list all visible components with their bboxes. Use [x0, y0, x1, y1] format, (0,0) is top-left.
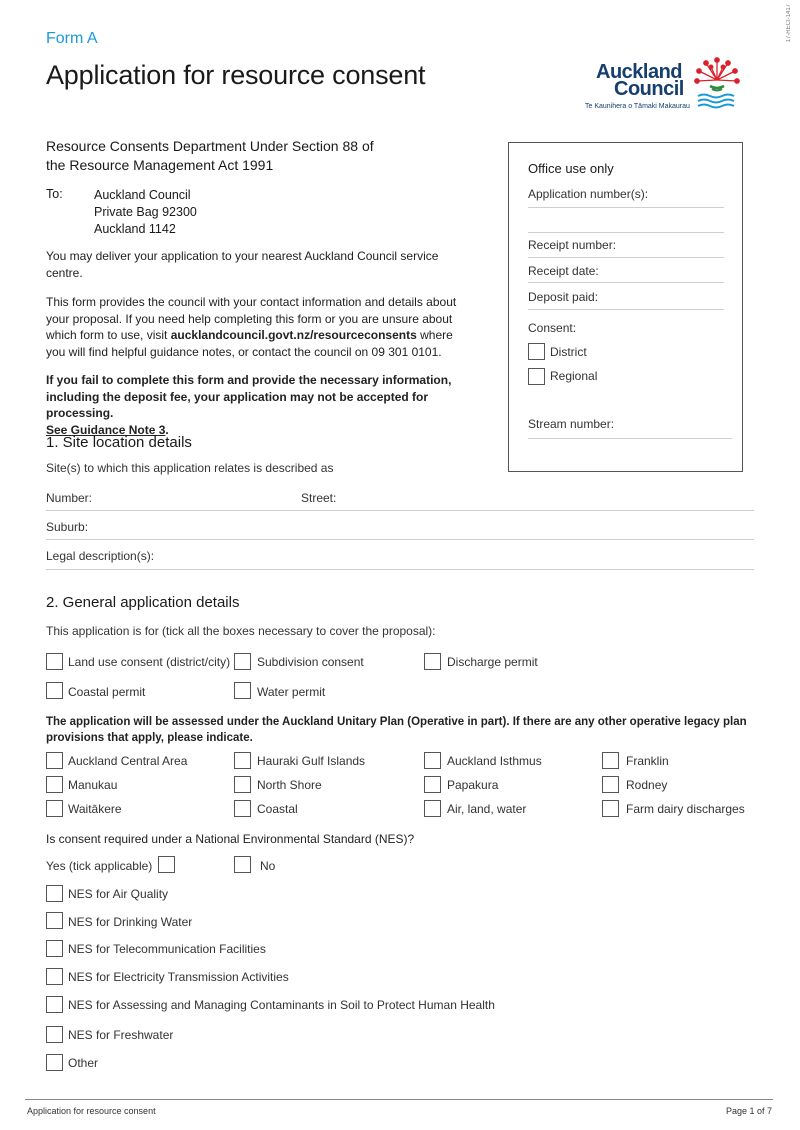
nes-question: Is consent required under a National Environmental Standard (NES)?	[46, 832, 415, 846]
legacy-plan-label: North Shore	[257, 778, 322, 792]
nes-drinking-water-checkbox[interactable]	[46, 912, 63, 929]
auckland-central-area-checkbox[interactable]	[46, 752, 63, 769]
nes-contaminants-soil-checkbox[interactable]	[46, 996, 63, 1013]
franklin-checkbox[interactable]	[602, 752, 619, 769]
pohutukawa-flower-icon	[692, 56, 742, 112]
auckland-council-logo	[584, 56, 744, 114]
page-title: Application for resource consent	[46, 60, 426, 90]
manukau-checkbox[interactable]	[46, 776, 63, 793]
nes-no-checkbox[interactable]	[234, 856, 251, 873]
nes-telecommunication-checkbox[interactable]	[46, 940, 63, 957]
council-address	[94, 187, 197, 238]
discharge-permit-checkbox[interactable]	[424, 653, 441, 670]
nes-item-label: NES for Telecommunication Facilities	[68, 942, 266, 956]
address-line: Auckland 1142	[94, 222, 176, 236]
nes-yes-checkbox[interactable]	[158, 856, 175, 873]
legacy-plan-label: Waitākere	[68, 802, 122, 816]
guidance-note-link[interactable]: See Guidance Note 3	[46, 422, 166, 437]
legacy-plan-label: Farm dairy discharges	[626, 802, 745, 816]
form-code: 17-RECI-1417	[786, 4, 792, 43]
office-use-title: Office use only	[528, 161, 614, 176]
coastal-permit-checkbox[interactable]	[46, 682, 63, 699]
legacy-plan-label: Papakura	[447, 778, 499, 792]
legacy-plan-label: Hauraki Gulf Islands	[257, 754, 366, 768]
logo-word-2: Council	[614, 78, 684, 100]
subdivision-consent-label: Subdivision consent	[257, 655, 364, 669]
suburb-label: Suburb:	[46, 520, 89, 534]
divider	[528, 257, 724, 258]
legal-description-field[interactable]	[46, 569, 754, 570]
number-street-field[interactable]	[46, 510, 754, 511]
unitary-plan-note: The application will be assessed under the Auckland Unitary Plan (Operative in part). If there are any other operative legacy plan provisions that apply, please indicate.	[46, 716, 747, 744]
street-label: Street:	[301, 491, 337, 505]
nes-item-label: NES for Assessing and Managing Contaminants in Soil to Protect Human Health	[68, 998, 495, 1012]
papakura-checkbox[interactable]	[424, 776, 441, 793]
coastal-checkbox[interactable]	[234, 800, 251, 817]
legacy-plan-label: Rodney	[626, 778, 668, 792]
water-permit-label: Water permit	[257, 685, 326, 699]
divider	[528, 438, 732, 439]
north-shore-checkbox[interactable]	[234, 776, 251, 793]
discharge-permit-label: Discharge permit	[447, 655, 538, 669]
land-use-consent-label: Land use consent (district/city)	[68, 655, 231, 669]
nes-item-label: Other	[68, 1056, 99, 1070]
number-label: Number:	[46, 491, 93, 505]
receipt-number-label: Receipt number:	[528, 238, 617, 252]
divider	[528, 282, 724, 283]
suburb-field[interactable]	[46, 539, 754, 540]
application-for-subtitle: This application is for (tick all the boxes necessary to cover the proposal):	[46, 624, 436, 638]
waitakere-checkbox[interactable]	[46, 800, 63, 817]
land-use-consent-checkbox[interactable]	[46, 653, 63, 670]
hauraki-gulf-islands-checkbox[interactable]	[234, 752, 251, 769]
nes-item-label: NES for Drinking Water	[68, 915, 193, 929]
warning-paragraph: If you fail to complete this form and provide the necessary information, including the deposit fee, your application may not be accepted for processing. See Guidance Note 3.	[46, 373, 452, 437]
legacy-plan-label: Manukau	[68, 778, 118, 792]
deposit-paid-label: Deposit paid:	[528, 290, 599, 304]
department-heading: Resource Consents Department Under Section 88 of the Resource Management Act 1991	[46, 138, 374, 173]
farm-dairy-discharges-checkbox[interactable]	[602, 800, 619, 817]
district-label: District	[550, 345, 587, 359]
legacy-plan-label: Franklin	[626, 754, 669, 768]
consent-label: Consent:	[528, 321, 577, 335]
site-subtitle: Site(s) to which this application relates is described as	[46, 461, 334, 475]
legal-description-label: Legal description(s):	[46, 549, 155, 563]
address-line: Private Bag 92300	[94, 205, 197, 219]
nes-air-quality-checkbox[interactable]	[46, 885, 63, 902]
section-1-heading: 1. Site location details	[46, 434, 192, 451]
to-label: To:	[46, 187, 63, 201]
logo-tagline: Te Kaunihera o Tāmaki Makaurau	[585, 103, 690, 110]
coastal-permit-label: Coastal permit	[68, 685, 146, 699]
nes-item-label: NES for Electricity Transmission Activities	[68, 970, 289, 984]
nes-freshwater-checkbox[interactable]	[46, 1026, 63, 1043]
footer-divider	[25, 1099, 773, 1100]
water-permit-checkbox[interactable]	[234, 682, 251, 699]
address-line: Auckland Council	[94, 188, 191, 202]
nes-other-checkbox[interactable]	[46, 1054, 63, 1071]
yes-label: Yes (tick applicable)	[46, 859, 153, 873]
section-2-heading: 2. General application details	[46, 594, 240, 611]
divider	[528, 232, 724, 233]
receipt-date-label: Receipt date:	[528, 264, 599, 278]
page-number: Page 1 of 7	[725, 1106, 772, 1116]
resource-consents-link[interactable]: aucklandcouncil.govt.nz/resourceconsents	[170, 328, 417, 342]
divider	[528, 207, 724, 208]
logo-word-1: Auckland	[596, 61, 683, 83]
legacy-plan-label: Air, land, water	[447, 802, 527, 816]
subdivision-consent-checkbox[interactable]	[234, 653, 251, 670]
district-checkbox[interactable]	[528, 343, 545, 360]
nes-item-label: NES for Freshwater	[68, 1028, 174, 1042]
nes-electricity-transmission-checkbox[interactable]	[46, 968, 63, 985]
delivery-note: You may deliver your application to your nearest Auckland Council service centre.	[46, 249, 439, 280]
legacy-plan-label: Auckland Central Area	[68, 754, 188, 768]
divider	[528, 309, 724, 310]
form-label: Form A	[46, 30, 98, 47]
rodney-checkbox[interactable]	[602, 776, 619, 793]
air-land-water-checkbox[interactable]	[424, 800, 441, 817]
regional-checkbox[interactable]	[528, 368, 545, 385]
legacy-plan-label: Auckland Isthmus	[447, 754, 542, 768]
application-number-label: Application number(s):	[528, 187, 649, 201]
nes-item-label: NES for Air Quality	[68, 887, 169, 901]
office-use-panel	[508, 142, 743, 472]
auckland-isthmus-checkbox[interactable]	[424, 752, 441, 769]
regional-label: Regional	[550, 369, 598, 383]
footer-document-title: Application for resource consent	[27, 1106, 156, 1116]
help-paragraph: This form provides the council with your contact information and details about your proposal. If you need help completing this form or you are unsure about which form to use, visit aucklandcouncil.govt.nz/resourceconsents where you will find helpful guidance notes, or contact the council on 09 301 0101.	[46, 295, 457, 359]
legacy-plan-label: Coastal	[257, 802, 298, 816]
stream-number-label: Stream number:	[528, 417, 615, 431]
no-label: No	[260, 859, 276, 873]
